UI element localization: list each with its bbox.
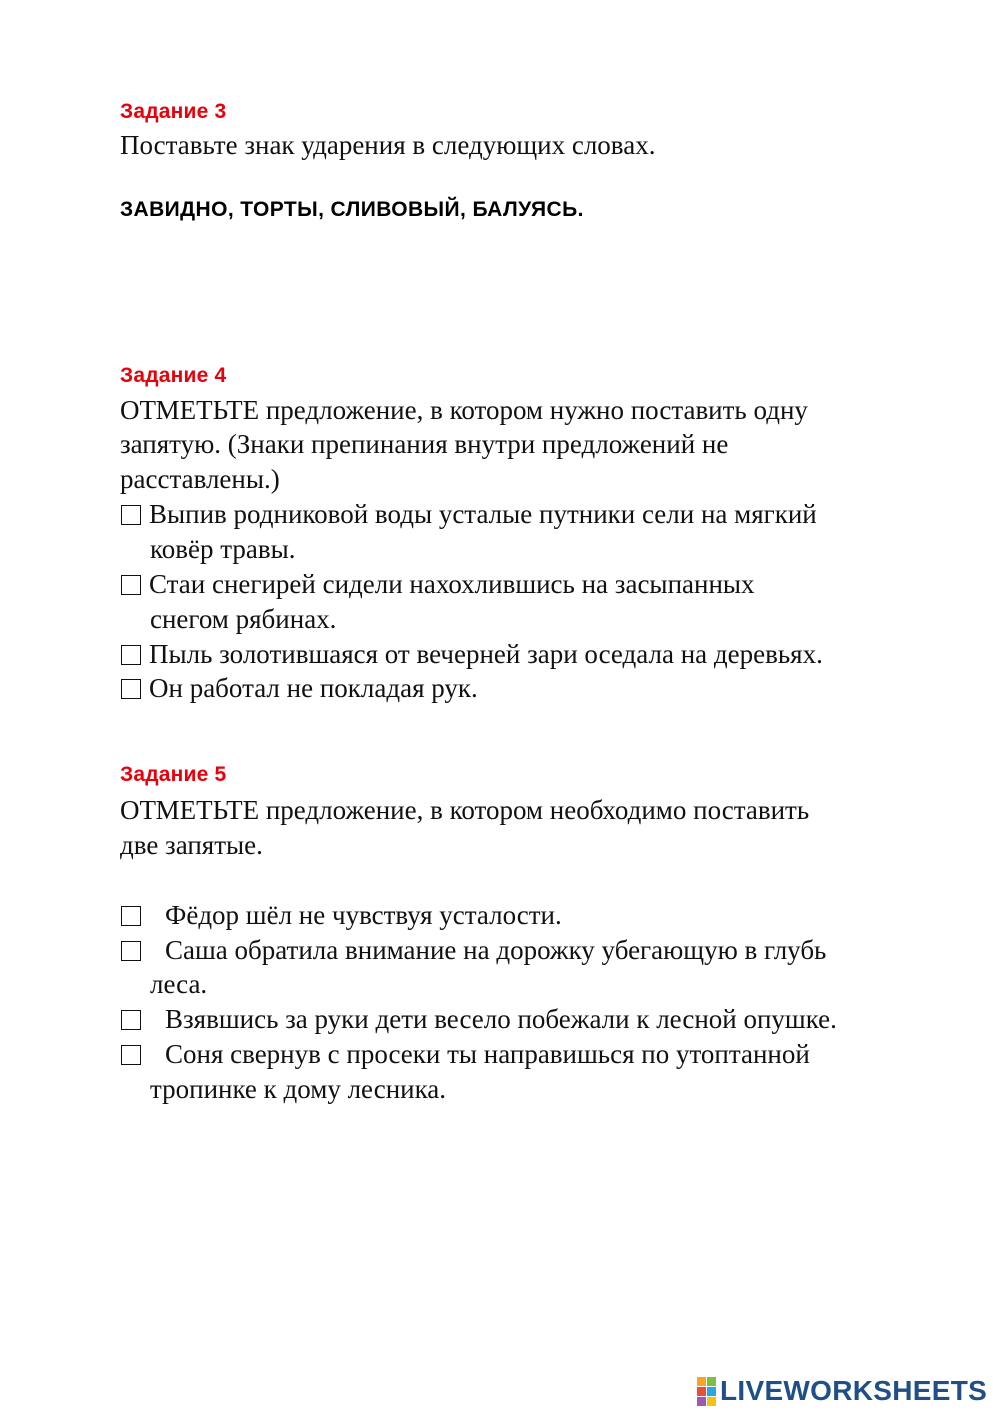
- option-text-line1: Пыль золотившаяся от вечерней зари оседала на деревьях.: [149, 639, 823, 669]
- task5-option-4[interactable]: [121, 1037, 941, 1072]
- checkbox[interactable]: [121, 941, 141, 961]
- checkbox[interactable]: [121, 505, 141, 525]
- task4-heading: Задание 4: [120, 364, 227, 387]
- task5-option-2[interactable]: [121, 933, 941, 968]
- task4-instruction-line2: запятую. (Знаки препинания внутри предложений не: [120, 429, 729, 459]
- checkbox[interactable]: [121, 679, 141, 699]
- option-text-line1: Фёдор шёл не чувствуя усталости.: [165, 900, 562, 930]
- task5-option-3[interactable]: [121, 1002, 941, 1037]
- task3-instruction: Поставьте знак ударения в следующих словах.: [120, 130, 656, 160]
- option-text-line1: Он работал не покладая рук.: [149, 673, 478, 703]
- task4-option-3[interactable]: [121, 637, 941, 672]
- task5-option-2-line2: леса.: [150, 969, 208, 999]
- task5-option-1[interactable]: [121, 898, 941, 933]
- checkbox[interactable]: [121, 1010, 141, 1030]
- task3-words: ЗАВИДНО, ТОРТЫ, СЛИВОВЫЙ, БАЛУЯСЬ.: [120, 198, 584, 221]
- logo-text: LIVEWORKSHEETS: [720, 1375, 988, 1406]
- option-text-line1: Стаи снегирей сидели нахохлившись на засыпанных: [149, 569, 755, 599]
- task4-option-1-line2: ковёр травы.: [150, 534, 296, 564]
- task4-option-2-line2: снегом рябинах.: [150, 604, 337, 634]
- task5-heading: Задание 5: [120, 763, 227, 786]
- task5-instruction-line2: две запятые.: [120, 830, 263, 860]
- checkbox[interactable]: [121, 906, 141, 926]
- checkbox[interactable]: [121, 575, 141, 595]
- option-text-line1: Выпив родниковой воды усталые путники сели на мягкий: [149, 499, 817, 529]
- task4-option-2[interactable]: [121, 567, 941, 602]
- option-text-line1: Саша обратила внимание на дорожку убегающую в глубь: [165, 935, 827, 965]
- option-text-line1: Взявшись за руки дети весело побежали к лесной опушке.: [165, 1004, 837, 1034]
- task3-heading: Задание 3: [120, 100, 227, 123]
- task5-instruction-line1: ОТМЕТЬТЕ предложение, в котором необходимо поставить: [120, 795, 810, 825]
- task4-option-1[interactable]: [121, 497, 941, 532]
- task4-instruction-line3: расставлены.): [120, 464, 280, 494]
- logo-mark-icon: [697, 1377, 716, 1406]
- option-text-line1: Соня свернув с просеки ты направишься по утоптанной: [165, 1039, 810, 1069]
- task4-instruction-line1: ОТМЕТЬТЕ предложение, в котором нужно поставить одну: [120, 395, 808, 425]
- task5-option-4-line2: тропинке к дому лесника.: [150, 1074, 447, 1104]
- checkbox[interactable]: [121, 1045, 141, 1065]
- liveworksheets-logo: [697, 1376, 987, 1406]
- checkbox[interactable]: [121, 645, 141, 665]
- task4-option-4[interactable]: [121, 671, 941, 706]
